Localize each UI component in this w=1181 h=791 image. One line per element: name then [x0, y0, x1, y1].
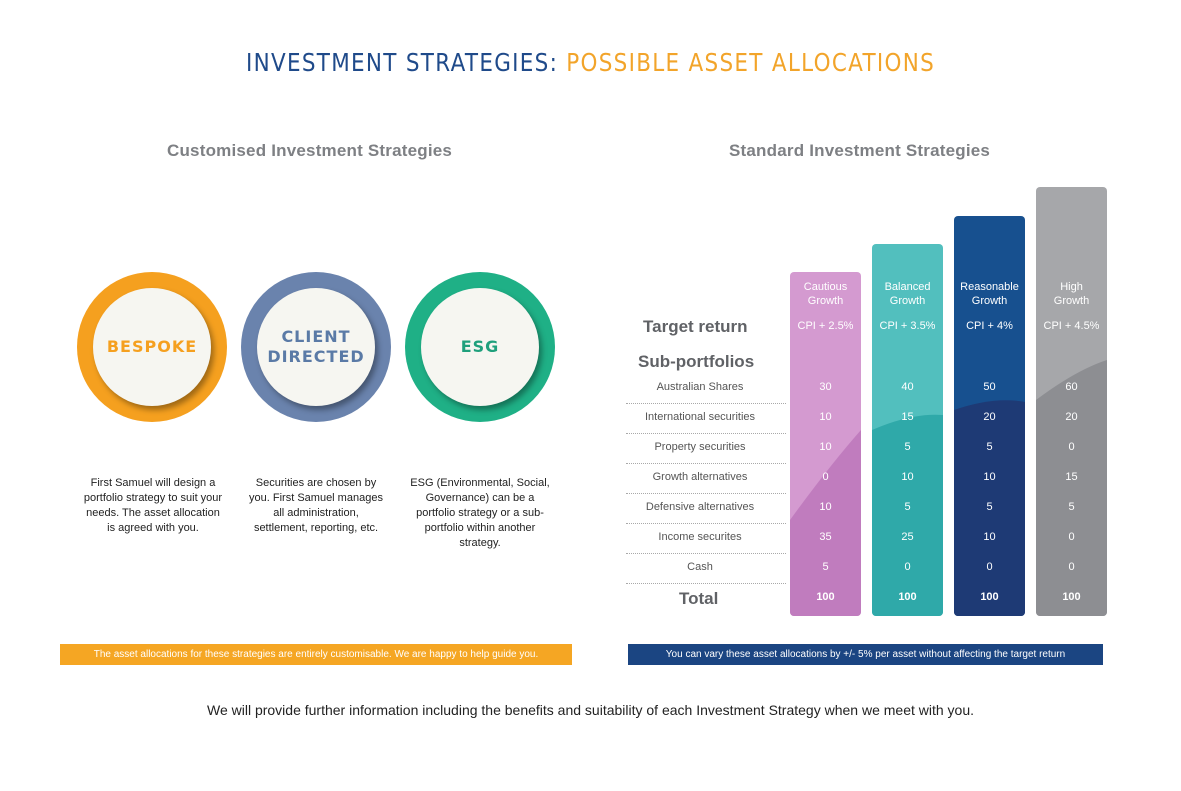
variance-note: You can vary these asset allocations by +/- 5% per asset without affecting the target return	[628, 644, 1103, 665]
strategy-name-line2: Growth	[1053, 295, 1090, 307]
allocation-value: 15	[1065, 471, 1078, 483]
strategy-total: 100	[1062, 591, 1081, 603]
allocation-value: 20	[1065, 411, 1078, 423]
row-label: Growth alternatives	[652, 471, 748, 483]
page-title	[83, 48, 1099, 77]
strategy-target-return: CPI + 2.5%	[797, 320, 854, 332]
allocation-value: 0	[1068, 561, 1075, 573]
strategy-target-return: CPI + 4%	[966, 320, 1013, 332]
column-shade-path	[790, 430, 861, 616]
allocation-value: 50	[983, 381, 996, 393]
strategy-name-line2: Growth	[971, 295, 1008, 307]
row-divider	[626, 463, 786, 464]
bespoke-description: First Samuel will design a portfolio strategy to suit your needs. The asset allocation is agreed with you.	[83, 477, 223, 534]
allocation-value: 60	[1065, 381, 1078, 393]
row-label: Cash	[687, 561, 713, 573]
allocation-value: 10	[819, 501, 832, 513]
strategy-name-line1: Balanced	[884, 281, 931, 293]
row-divider	[626, 583, 786, 584]
standard-heading: Standard Investment Strategies	[729, 141, 991, 160]
allocation-value: 5	[986, 441, 993, 453]
row-label: Income securites	[658, 531, 742, 543]
client-directed-line1: CLIENT	[281, 327, 351, 346]
allocation-value: 10	[901, 471, 914, 483]
client-directed-line2: DIRECTED	[267, 347, 365, 366]
footer-text: We will provide further information including the benefits and suitability of each Investment Strategy when we meet with you.	[206, 702, 975, 718]
strategy-column	[954, 216, 1025, 616]
strategy-name-line2: Growth	[889, 295, 926, 307]
customised-heading: Customised Investment Strategies	[167, 141, 453, 160]
strategy-total: 100	[980, 591, 999, 603]
allocation-value: 5	[904, 441, 911, 453]
allocation-value: 0	[822, 471, 829, 483]
strategy-column	[790, 272, 861, 616]
total-label: Total	[679, 589, 719, 608]
allocation-value: 0	[1068, 531, 1075, 543]
allocation-value: 40	[901, 381, 914, 393]
row-divider	[626, 553, 786, 554]
allocation-value: 15	[901, 411, 914, 423]
strategy-name-line2: Growth	[807, 295, 844, 307]
subportfolios-label: Sub-portfolios	[638, 352, 755, 371]
esg-description: ESG (Environmental, Social, Governance) can be a portfolio strategy or a sub-portfolio within another strategy.	[410, 477, 550, 549]
strategy-name-line1: Cautious	[803, 281, 848, 293]
allocation-value: 10	[819, 411, 832, 423]
allocation-value: 0	[904, 561, 911, 573]
client-directed-circle	[241, 272, 391, 422]
allocation-value: 25	[901, 531, 914, 543]
customisable-note: The asset allocations for these strategies are entirely customisable. We are happy to help guide you.	[60, 644, 572, 665]
allocation-value: 10	[983, 471, 996, 483]
allocation-value: 5	[904, 501, 911, 513]
row-divider	[626, 403, 786, 404]
column-shade-path	[1036, 360, 1107, 616]
row-label: Australian Shares	[656, 381, 744, 393]
allocation-value: 20	[983, 411, 996, 423]
esg-circle	[405, 272, 555, 422]
strategy-total: 100	[898, 591, 917, 603]
allocation-value: 30	[819, 381, 832, 393]
target-return-label: Target return	[643, 317, 748, 336]
client-directed-description: Securities are chosen by you. First Samuel manages all administration, settlement, reporting, etc.	[249, 477, 383, 534]
title-part-2: POSSIBLE ASSET ALLOCATIONS	[566, 48, 936, 77]
bespoke-label: BESPOKE	[93, 288, 211, 406]
allocation-value: 35	[819, 531, 832, 543]
client-directed-label	[257, 288, 375, 406]
row-label: Property securities	[654, 441, 746, 453]
row-divider	[626, 523, 786, 524]
strategy-name-line1: Reasonable	[960, 281, 1019, 293]
allocation-value: 5	[822, 561, 829, 573]
row-divider	[626, 493, 786, 494]
title-part-1: INVESTMENT STRATEGIES:	[245, 48, 559, 77]
allocation-value: 10	[819, 441, 832, 453]
bespoke-circle	[77, 272, 227, 422]
allocation-value: 5	[1068, 501, 1075, 513]
strategy-total: 100	[816, 591, 835, 603]
strategy-column	[1036, 187, 1107, 616]
strategy-target-return: CPI + 3.5%	[879, 320, 936, 332]
strategy-target-return: CPI + 4.5%	[1043, 320, 1100, 332]
row-label: Defensive alternatives	[645, 501, 755, 513]
row-label: International securities	[644, 411, 756, 423]
esg-label: ESG	[421, 288, 539, 406]
allocation-value: 0	[986, 561, 993, 573]
row-divider	[626, 433, 786, 434]
column-shade	[1036, 187, 1107, 616]
strategy-name-line1: High	[1060, 281, 1083, 293]
allocation-value: 5	[986, 501, 993, 513]
allocation-value: 10	[983, 531, 996, 543]
allocation-value: 0	[1068, 441, 1075, 453]
strategy-column	[872, 244, 943, 616]
